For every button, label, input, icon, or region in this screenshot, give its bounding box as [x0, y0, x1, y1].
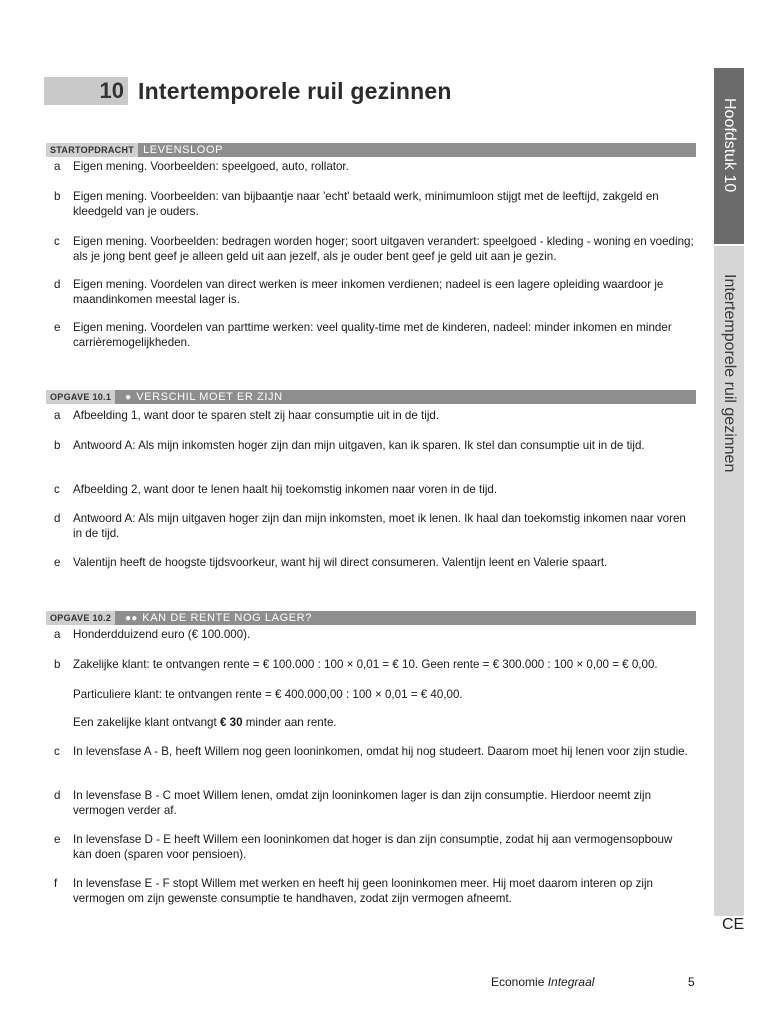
conclusion-prefix: Een zakelijke klant ontvangt: [73, 716, 220, 729]
item-conclusion: [73, 715, 693, 730]
item-text: Honderdduizend euro (€ 100.000).: [73, 628, 251, 641]
item-letter: b: [54, 658, 61, 671]
footer-book: Economie: [491, 975, 545, 989]
footer-book-title: [491, 975, 594, 989]
item-text: Afbeelding 2, want door te lenen haalt hij toekomstig inkomen naar voren in de tijd.: [73, 483, 498, 496]
item-text: In levensfase E - F stopt Willem met werken en heeft hij geen looninkomen meer. Hij moet daarom interen op zijn vermogen om zijn gewenste consumptie te handhaven, zodat zijn vermogen afneemt.: [73, 877, 653, 905]
item-letter: b: [54, 190, 61, 203]
list-item: [54, 511, 694, 541]
list-item: [54, 657, 694, 672]
list-item: [54, 627, 694, 642]
section-label: STARTOPDRACHT: [46, 143, 138, 157]
difficulty-dots: ●: [125, 391, 132, 403]
list-item: [54, 482, 694, 497]
side-tab-chapter: [714, 68, 744, 244]
item-text: Eigen mening. Voorbeelden: van bijbaantje naar 'echt' betaald werk, minimumloon stijgt met de leeftijd, zakgeld en kleedgeld van je ouders.: [73, 190, 659, 218]
item-text: Eigen mening. Voordelen van direct werken is meer inkomen verdienen; nadeel is een lagere opleiding waardoor je maandinkomen meestal lager is.: [73, 278, 664, 306]
item-text: Zakelijke klant: te ontvangen rente = € 100.000 : 100 × 0,01 = € 10. Geen rente = € 300.000 : 100 × 0,00 = € 0,00.: [73, 658, 658, 671]
section-label: OPGAVE 10.2: [46, 611, 115, 625]
item-letter: f: [54, 877, 58, 890]
section-label: OPGAVE 10.1: [46, 390, 115, 404]
list-item: [54, 277, 694, 307]
item-text: Antwoord A: Als mijn uitgaven hoger zijn dan mijn inkomsten, moet ik lenen. Ik haal dan toekomstig inkomen naar voren in de tijd.: [73, 512, 686, 540]
list-item: [54, 438, 694, 453]
section-title: VERSCHIL MOET ER ZIJN: [136, 391, 283, 403]
item-text: Eigen mening. Voordelen van parttime werken: veel quality-time met de kinderen, nadeel: minder inkomen en minder carrièremogelijkheden.: [73, 321, 672, 349]
item-letter: b: [54, 439, 61, 452]
section-title: KAN DE RENTE NOG LAGER?: [142, 612, 312, 624]
item-text: In levensfase D - E heeft Willem een looninkomen dat hoger is dan zijn consumptie, zodat hij aan vermogensopbouw kan doen (sparen voor pensioen).: [73, 833, 673, 861]
item-letter: c: [54, 483, 60, 496]
section-bar-opgave-10-2: [46, 611, 696, 625]
list-item: [54, 788, 694, 818]
list-item: [54, 189, 694, 219]
item-letter: a: [54, 409, 61, 422]
chapter-title: Intertemporele ruil gezinnen: [138, 77, 452, 104]
item-text: Eigen mening. Voorbeelden: speelgoed, auto, rollator.: [73, 160, 349, 173]
conclusion-suffix: minder aan rente.: [242, 716, 337, 729]
item-letter: c: [54, 235, 60, 248]
section-bar-startopdracht: [46, 143, 696, 157]
list-item: [54, 876, 694, 906]
list-item: [54, 320, 694, 350]
item-text: Afbeelding 1, want door te sparen stelt zij haar consumptie uit in de tijd.: [73, 409, 440, 422]
side-tab-topic-label: Intertemporele ruil gezinnen: [721, 274, 738, 473]
chapter-header: [44, 76, 452, 106]
item-letter: c: [54, 745, 60, 758]
item-letter: e: [54, 321, 61, 334]
list-item: [54, 234, 694, 264]
side-tab-chapter-label: Hoofdstuk 10: [721, 98, 738, 193]
conclusion-amount: € 30: [219, 716, 243, 729]
item-text: Valentijn heeft de hoogste tijdsvoorkeur, want hij wil direct consumeren. Valentijn leent en Valerie spaart.: [73, 556, 608, 569]
item-text: Antwoord A: Als mijn inkomsten hoger zijn dan mijn uitgaven, kan ik sparen. Ik stel dan consumptie uit in de tijd.: [73, 439, 645, 452]
list-item: [54, 832, 694, 862]
footer-book-italic: Integraal: [547, 975, 595, 989]
ce-label: CE: [722, 916, 745, 933]
page-number: 5: [688, 975, 695, 989]
section-title: LEVENSLOOP: [143, 144, 224, 156]
item-text: In levensfase B - C moet Willem lenen, omdat zijn looninkomen lager is dan zijn consumptie. Hierdoor neemt zijn vermogen verder af.: [73, 789, 652, 817]
section-bar-opgave-10-1: [46, 390, 696, 404]
item-letter: d: [54, 512, 61, 525]
side-tab-topic: [714, 246, 744, 916]
item-letter: a: [54, 160, 61, 173]
list-item: [54, 408, 694, 423]
item-letter: e: [54, 556, 61, 569]
list-item: [54, 744, 694, 759]
list-item: [54, 555, 694, 570]
difficulty-dots: ●●: [125, 612, 138, 624]
item-extra-line: Particuliere klant: te ontvangen rente = € 400.000,00 : 100 × 0,01 = € 40,00.: [73, 688, 463, 701]
chapter-number: 10: [44, 77, 128, 105]
item-text: Eigen mening. Voorbeelden: bedragen worden hoger; soort uitgaven verandert: speelgoed - kleding - woning en voeding; als je jong bent geef je alleen geld uit aan jezelf, als je ouder bent geef je geld uit aan je gezin.: [73, 235, 694, 263]
item-letter: d: [54, 278, 61, 291]
item-letter: d: [54, 789, 61, 802]
item-letter: a: [54, 628, 61, 641]
item-text: In levensfase A - B, heeft Willem nog geen looninkomen, omdat hij nog studeert. Daarom moet hij lenen voor zijn studie.: [73, 745, 688, 758]
item-letter: e: [54, 833, 61, 846]
list-item: [54, 159, 694, 174]
